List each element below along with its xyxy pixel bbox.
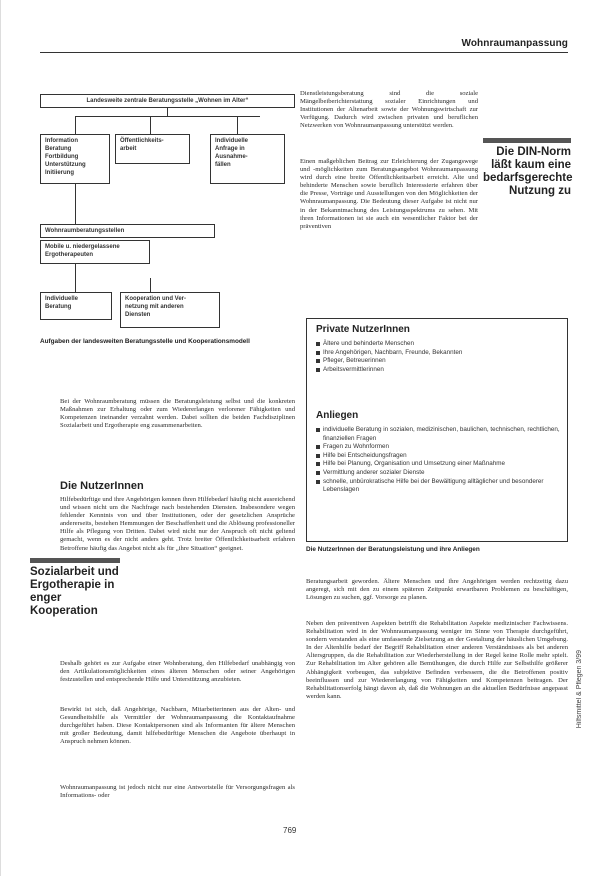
diagram-box-wohnraum: Wohnraumberatungsstellen <box>40 224 215 238</box>
users-box-caption: Die NutzerInnen der Beratungsleistung und ihre Anliegen <box>306 546 480 553</box>
list-item: individuelle Beratung in sozialen, medizinischen, baulichen, technischen, rechtlichen, finanziellen Fragen <box>316 426 561 443</box>
list-item: Vermittlung anderer sozialer Dienste <box>316 469 561 478</box>
left-paragraph-1: Hilfebedürftige und ihre Angehörigen kennen ihren Hilfebedarf häufig nicht ausreichend und wissen nicht um die Nachfrage nach bestehenden Diensten. Insbesondere wegen fehlender Kenntnis von und über Institutionen, oder der gesetzlichen Ansprüche andererseits, bestehen Hemmungen der Beschaffenheit und die Ablösung professioneller Hilfe als Pflegung von Dritten. Dabei wird nicht nur der Anspruch oft nicht geltend gemacht, wenn es der nicht anders geht. Trotz breiter Öffentlichkeitsarbeit erfahren Betroffene häufig das Angebot nicht als für „ihre Situation“ geeignet. <box>60 496 295 552</box>
connector <box>150 278 151 292</box>
list-item: Ihre Angehörigen, Nachbarn, Freunde, Bekannten <box>316 349 561 358</box>
anliegen-list <box>316 426 561 495</box>
connector <box>75 264 76 292</box>
connector <box>75 116 76 134</box>
right-paragraph-4: Neben den präventiven Aspekten betrifft die Rehabilitation Aspekte medizinischer Fachwissens. Rehabilitation wird in der Wohnraumanpassung weniger im Sinne von Therapie durchgeführt, sondern verstanden als eine umfassende Zielsetzung an der Gestaltung der häuslichen Umgebung. In der Altenhilfe bedarf der Begriff Rehabilitation einer anderen Verständnisses als bei anderen Altersgruppen, da die Rehabilitation zur Wiederherstellung in der Regel keine Rolle mehr spielt. Zur Rehabilitation im Alter gehören alle Bemühungen, die durch Hilfe zur Selbsthilfe größerer Abhängigkeit vorbeugen, das subjektive Befinden verbessern, die die Betroffenen positiv beeinflussen und zur Wiedererlangung von Fähigkeiten und Kompetenzen beitragen. Der Rehabilitationserfolg hängt davon ab, daß die Wohnungen an die aktuellen Bedürfnisse angepasst werden kann. <box>306 620 568 700</box>
left-paragraph-2: Deshalb gehört es zur Aufgabe einer Wohnberatung, den Hilfebedarf unabhängig von den Artikulationsmöglichkeiten eines älteren Menschen oder seiner Angehörigen festzustellen und entsprechende Hilfe und Unterstützung anzubieten. <box>60 660 295 684</box>
right-paragraph-1: Dienstleistungsberatung sind die soziale Mängelbeiberichterstattung sozialer Einrichtungen und Institutionen der Altenarbeit sowie der Wohnungswirtschaft zur Verfügung. Dadurch wird zwischen privaten und beruflichen Netzwerken von Wohnraumanpassung unterstützt werden. <box>300 90 478 130</box>
list-item: schnelle, unbürokratische Hilfe bei der Bewältigung alltäglicher und besonderer Lebenslagen <box>316 478 561 495</box>
diagram-caption: Aufgaben der landesweiten Beratungsstelle und Kooperationsmodell <box>40 338 250 345</box>
diagram-box-anfrage: Individuelle Anfrage in Ausnahme- fällen <box>210 134 285 184</box>
pullquote-bar <box>30 558 120 563</box>
connector <box>150 116 151 134</box>
connector <box>75 184 76 224</box>
diagram-box-beratung: Individuelle Beratung <box>40 292 112 320</box>
left-paragraph-3: Bewirkt ist sich, daß Angehörige, Nachbarn, Mitarbeiterinnen aus der Alten- und Gesundheitshilfe als Vermittler der Wohnraumanpassung die Kontaktaufnahme durchgeführt haben. Diese Kontaktpersonen sind als Informanten für ältere Menschen mit großer Bedeutung, damit hilfebedürftige Menschen die Angebote überhaupt in Anspruch nehmen können. <box>60 706 295 746</box>
page-number: 769 <box>283 826 297 835</box>
diagram-box-information: Information Beratung Fortbildung Unterstützung Initiierung <box>40 134 110 184</box>
list-item: Arbeitsvermittlerinnen <box>316 366 561 375</box>
diagram-box-ergo: Mobile u. niedergelassene Ergotherapeuten <box>40 240 150 264</box>
header-rule <box>40 52 568 53</box>
connector <box>75 116 260 117</box>
right-paragraph-3: Beratungsarbeit geworden. Ältere Menschen und ihre Angehörigen werden rechtzeitig dazu angeregt, sich mit den zu einem späteren Zeitpunkt erwartbaren Problemen zu beschäftigen, Lösungen zu suchen, ggf. Vorsorge zu planen. <box>306 578 568 602</box>
running-header: Wohnraumanpassung <box>461 38 568 49</box>
connector <box>167 108 168 116</box>
list-item: Pfleger, Betreuerinnen <box>316 357 561 366</box>
left-intro: Bei der Wohnraumberatung müssen die Beratungsleistung selbst und die konkreten Maßnahmen zur Erhaltung oder zum Wiedererlangen verlorener Fähigkeiten und Kompetenzen ineinander verzahnt werden. Dabei sollten die beiden Fachdisziplinen Sozialarbeit und Ergotherapie eng zusammenarbeiten. <box>60 398 295 430</box>
pullquote-bar <box>483 138 571 143</box>
diagram-box-kooperation: Kooperation und Ver- netzung mit anderen Diensten <box>120 292 220 328</box>
right-paragraph-2: Einen maßgeblichen Beitrag zur Erleichterung der Zugangswege und -möglichkeiten zum Beratungsangebot Wohnraumanpassung wird durch eine breite Öffentlichkeitsarbeit erreicht. Alte und behinderte Menschen sowie beruflich Interessierte erfahren über die Presse, Vorträge und Ausstellungen von den Möglichkeiten der Wohnraumanpassung. Die Bedeutung dieser Aufgabe ist nicht nur in der Bekanntmachung des Leistungsspektrums zu sehen. Mit ihren Informationen ist sie auch ein wesentlicher Faktor bei der präventiven <box>300 158 478 230</box>
list-item: Hilfe bei Entscheidungsfragen <box>316 452 561 461</box>
pullquote-din: Die DIN-Norm läßt kaum eine bedarfsgerechte Nutzung zu <box>483 146 573 197</box>
side-source-note: Hilfsmittel & Pflegen 3/99 <box>576 650 583 729</box>
connector <box>237 116 238 134</box>
list-item: Hilfe bei Planung, Organisation und Umsetzung einer Maßnahme <box>316 460 561 469</box>
pullquote-sozialarbeit: Sozialarbeit und Ergotherapie in enger Kooperation <box>30 566 119 617</box>
users-list <box>316 340 561 374</box>
section-heading-nutzer: Die NutzerInnen <box>60 480 144 492</box>
users-box-title: Private NutzerInnen <box>316 324 410 335</box>
anliegen-title: Anliegen <box>316 410 359 421</box>
diagram-top-box: Landesweite zentrale Beratungsstelle „Wohnen im Alter“ <box>40 94 295 108</box>
list-item: Ältere und behinderte Menschen <box>316 340 561 349</box>
list-item: Fragen zu Wohnformen <box>316 443 561 452</box>
left-paragraph-4: Wohnraumanpassung ist jedoch nicht nur eine Antwortstelle für Versorgungsfragen als Informations- oder <box>60 784 295 800</box>
diagram-box-pr: Öffentlichkeits- arbeit <box>115 134 190 164</box>
